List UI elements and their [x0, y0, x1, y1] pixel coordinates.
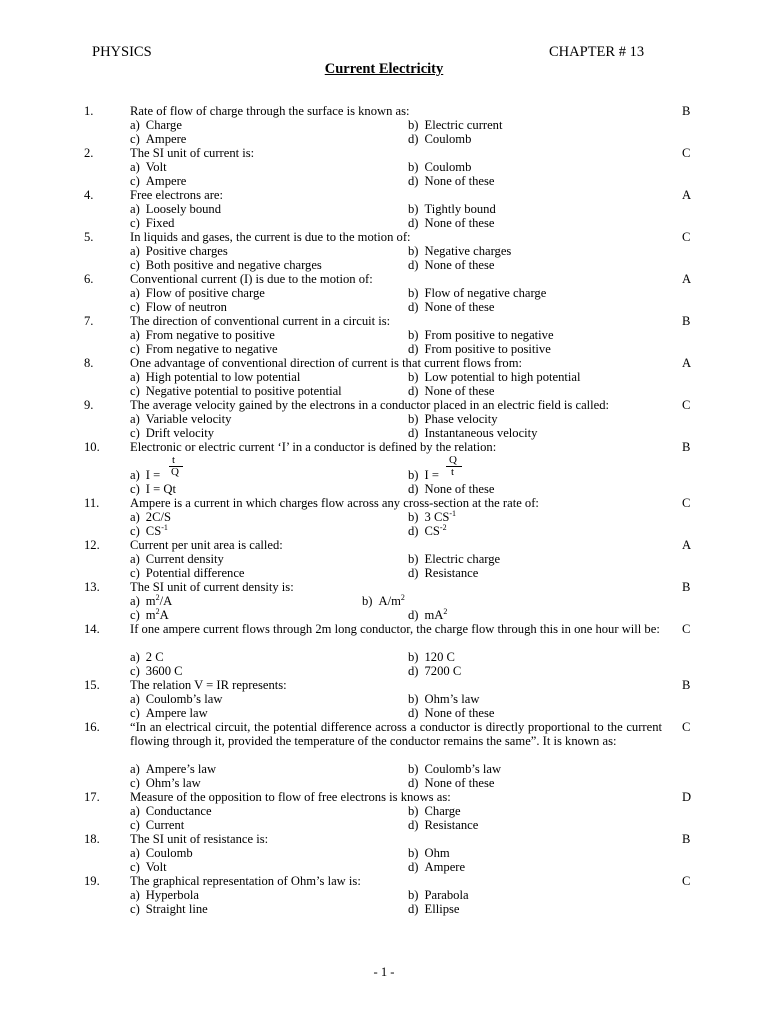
- answer-key: B: [682, 440, 691, 454]
- question-text: Current per unit area is called:: [130, 538, 283, 552]
- option-a: a) Loosely bound: [130, 202, 222, 216]
- option-c: c) Fixed: [130, 216, 175, 230]
- answer-key: A: [682, 272, 692, 286]
- option-c: c) Both positive and negative charges: [130, 258, 322, 272]
- question-7: [0, 314, 768, 356]
- option-d: d) $CS^{-2}$: [408, 522, 447, 538]
- answer-key: A: [682, 538, 692, 552]
- option-b: b) Charge: [408, 804, 461, 818]
- option-b: b) Ohm’s law: [408, 692, 480, 706]
- option-b: b) Flow of negative charge: [408, 286, 547, 300]
- answer-key: B: [682, 314, 691, 328]
- option-c: c) Ampere law: [130, 706, 208, 720]
- option-b: b) Ohm: [408, 846, 450, 860]
- question-number: 4.: [84, 188, 94, 202]
- option-c: c) Potential difference: [130, 566, 245, 580]
- option-a: a) Coulomb’s law: [130, 692, 223, 706]
- option-a: a) High potential to low potential: [130, 370, 301, 384]
- question-number: 6.: [84, 272, 94, 286]
- option-c: c) From negative to negative: [130, 342, 278, 356]
- option-a: a) 2C/S: [130, 510, 171, 524]
- answer-key: B: [682, 580, 691, 594]
- option-c: c) $m^2A$: [130, 606, 169, 622]
- answer-key: B: [682, 678, 691, 692]
- question-text: Ampere is a current in which charges flow across any cross-section at the rate of:: [130, 496, 539, 510]
- option-c: c) Negative potential to positive potential: [130, 384, 342, 398]
- answer-key: D: [682, 790, 692, 804]
- answer-key: A: [682, 356, 692, 370]
- question-text: In liquids and gases, the current is due to the motion of:: [130, 230, 411, 244]
- question-text: The relation V = IR represents:: [130, 678, 287, 692]
- option-a: a) $m^2/A$: [130, 592, 173, 608]
- question-14: [0, 622, 768, 678]
- fraction-a-numerator: t: [172, 454, 176, 466]
- option-d: d) Resistance: [408, 818, 479, 832]
- question-number: 2.: [84, 146, 94, 160]
- option-a: a) Hyperbola: [130, 888, 199, 902]
- answer-key: A: [682, 188, 692, 202]
- answer-key: C: [682, 398, 691, 412]
- option-a: a) Coulomb: [130, 846, 193, 860]
- question-9: [0, 398, 768, 440]
- option-d: d) Instantaneous velocity: [408, 426, 538, 440]
- option-b: b) From positive to negative: [408, 328, 554, 342]
- option-b: b) Electric charge: [408, 552, 501, 566]
- question-number: 1.: [84, 104, 94, 118]
- option-d: d) From positive to positive: [408, 342, 551, 356]
- option-b: b) 3 $CS^{-1}$: [408, 508, 457, 524]
- option-d: d) None of these: [408, 482, 495, 496]
- option-b: b) Coulomb’s law: [408, 762, 502, 776]
- option-d: d) None of these: [408, 706, 495, 720]
- question-12: [0, 538, 768, 580]
- fraction-b-numerator: Q: [449, 454, 457, 466]
- question-number: 17.: [84, 790, 100, 804]
- option-c: c) Flow of neutron: [130, 300, 227, 314]
- page-title: Current Electricity: [324, 61, 444, 77]
- chapter-heading: CHAPTER # 13: [549, 44, 645, 60]
- answer-key: C: [682, 720, 691, 734]
- option-a: a) I =: [130, 468, 161, 482]
- option-a: a) 2 C: [130, 650, 164, 664]
- option-b: b) I =: [408, 468, 439, 482]
- question-text: Free electrons are:: [130, 188, 224, 202]
- question-5: [0, 230, 768, 272]
- answer-key: C: [682, 146, 691, 160]
- question-number: 15.: [84, 678, 100, 692]
- option-d: d) None of these: [408, 300, 495, 314]
- question-number: 14.: [84, 622, 100, 636]
- option-b: b) Electric current: [408, 118, 503, 132]
- option-a: a) Variable velocity: [130, 412, 232, 426]
- option-a: a) Current density: [130, 552, 224, 566]
- option-a: a) From negative to positive: [130, 328, 275, 342]
- answer-key: B: [682, 104, 691, 118]
- answer-key: C: [682, 230, 691, 244]
- question-number: 16.: [84, 720, 100, 734]
- fraction-b-denominator: t: [451, 466, 455, 478]
- option-d: d) Ampere: [408, 860, 466, 874]
- question-13: [0, 580, 768, 622]
- question-10: [0, 440, 768, 496]
- question-number: 9.: [84, 398, 94, 412]
- option-b: b) Low potential to high potential: [408, 370, 581, 384]
- question-list: [0, 104, 768, 916]
- question-number: 12.: [84, 538, 100, 552]
- option-c: c) 3600 C: [130, 664, 183, 678]
- answer-key: C: [682, 496, 691, 510]
- question-text: Electronic or electric current ‘I’ in a conductor is defined by the relation:: [130, 440, 497, 454]
- option-d: d) None of these: [408, 776, 495, 790]
- option-b: b) Phase velocity: [408, 412, 498, 426]
- option-c: c) Volt: [130, 860, 167, 874]
- question-17: [0, 790, 768, 832]
- option-a: a) Positive charges: [130, 244, 228, 258]
- question-15: [0, 678, 768, 720]
- page-number: - 1 -: [373, 965, 395, 979]
- question-number: 5.: [84, 230, 94, 244]
- question-number: 7.: [84, 314, 94, 328]
- question-text: Measure of the opposition to flow of free electrons is knows as:: [130, 790, 451, 804]
- option-c: c) I = Qt: [130, 482, 176, 496]
- question-19: [0, 874, 768, 916]
- answer-key: C: [682, 874, 691, 888]
- question-text: The SI unit of current is:: [130, 146, 255, 160]
- option-d: d) None of these: [408, 258, 495, 272]
- option-a: a) Charge: [130, 118, 182, 132]
- question-number: 19.: [84, 874, 100, 888]
- question-1: [0, 104, 768, 146]
- question-6: [0, 272, 768, 314]
- question-11: [0, 496, 768, 538]
- option-b: b) Coulomb: [408, 160, 472, 174]
- option-b: b) Parabola: [408, 888, 469, 902]
- question-2: [0, 146, 768, 188]
- question-text: The direction of conventional current in a circuit is:: [130, 314, 391, 328]
- option-d: d) Ellipse: [408, 902, 460, 916]
- option-c: c) Ampere: [130, 132, 187, 146]
- option-c: c) Straight line: [130, 902, 208, 916]
- option-c: c) Ohm’s law: [130, 776, 201, 790]
- option-d: d) 7200 C: [408, 664, 462, 678]
- question-number: 8.: [84, 356, 94, 370]
- question-text: If one ampere current flows through 2m long conductor, the charge flow through this in one hour will be:: [130, 622, 660, 636]
- option-b: b) Negative charges: [408, 244, 512, 258]
- question-number: 10.: [84, 440, 100, 454]
- fraction-a-denominator: Q: [171, 466, 179, 478]
- question-8: [0, 356, 768, 398]
- question-number: 13.: [84, 580, 100, 594]
- option-b: b) Tightly bound: [408, 202, 496, 216]
- question-18: [0, 832, 768, 874]
- question-4: [0, 188, 768, 230]
- option-d: d) None of these: [408, 384, 495, 398]
- question-text: “In an electrical circuit, the potential difference across a conductor is directly proportional to the current flowing through it, provided the temperature of the conductor remains the same”. It is known as:: [130, 720, 662, 748]
- question-text: One advantage of conventional direction of current is that current flows from:: [130, 356, 523, 370]
- question-text: Rate of flow of charge through the surface is known as:: [130, 104, 410, 118]
- question-text: The SI unit of resistance is:: [130, 832, 269, 846]
- option-a: a) Conductance: [130, 804, 212, 818]
- option-c: c) Drift velocity: [130, 426, 214, 440]
- answer-key: C: [682, 622, 691, 636]
- option-a: a) Ampere’s law: [130, 762, 217, 776]
- option-a: a) Flow of positive charge: [130, 286, 265, 300]
- option-a: a) Volt: [130, 160, 167, 174]
- option-b: b) $A/m^2$: [362, 592, 405, 608]
- question-number: 18.: [84, 832, 100, 846]
- answer-key: B: [682, 832, 691, 846]
- question-number: 11.: [84, 496, 100, 510]
- option-d: d) $mA^2$: [408, 606, 448, 622]
- question-text: Conventional current (I) is due to the motion of:: [130, 272, 373, 286]
- option-d: d) None of these: [408, 174, 495, 188]
- question-text: The average velocity gained by the electrons in a conductor placed in an electric field is called:: [130, 398, 610, 412]
- option-d: d) Resistance: [408, 566, 479, 580]
- question-text: The graphical representation of Ohm’s law is:: [130, 874, 361, 888]
- option-b: b) 120 C: [408, 650, 455, 664]
- question-text: The SI unit of current density is:: [130, 580, 294, 594]
- option-d: d) Coulomb: [408, 132, 472, 146]
- option-c: c) $CS^{-1}$: [130, 522, 168, 538]
- option-d: d) None of these: [408, 216, 495, 230]
- option-c: c) Ampere: [130, 174, 187, 188]
- option-c: c) Current: [130, 818, 185, 832]
- subject-heading: PHYSICS: [92, 44, 152, 60]
- question-16: [0, 720, 768, 790]
